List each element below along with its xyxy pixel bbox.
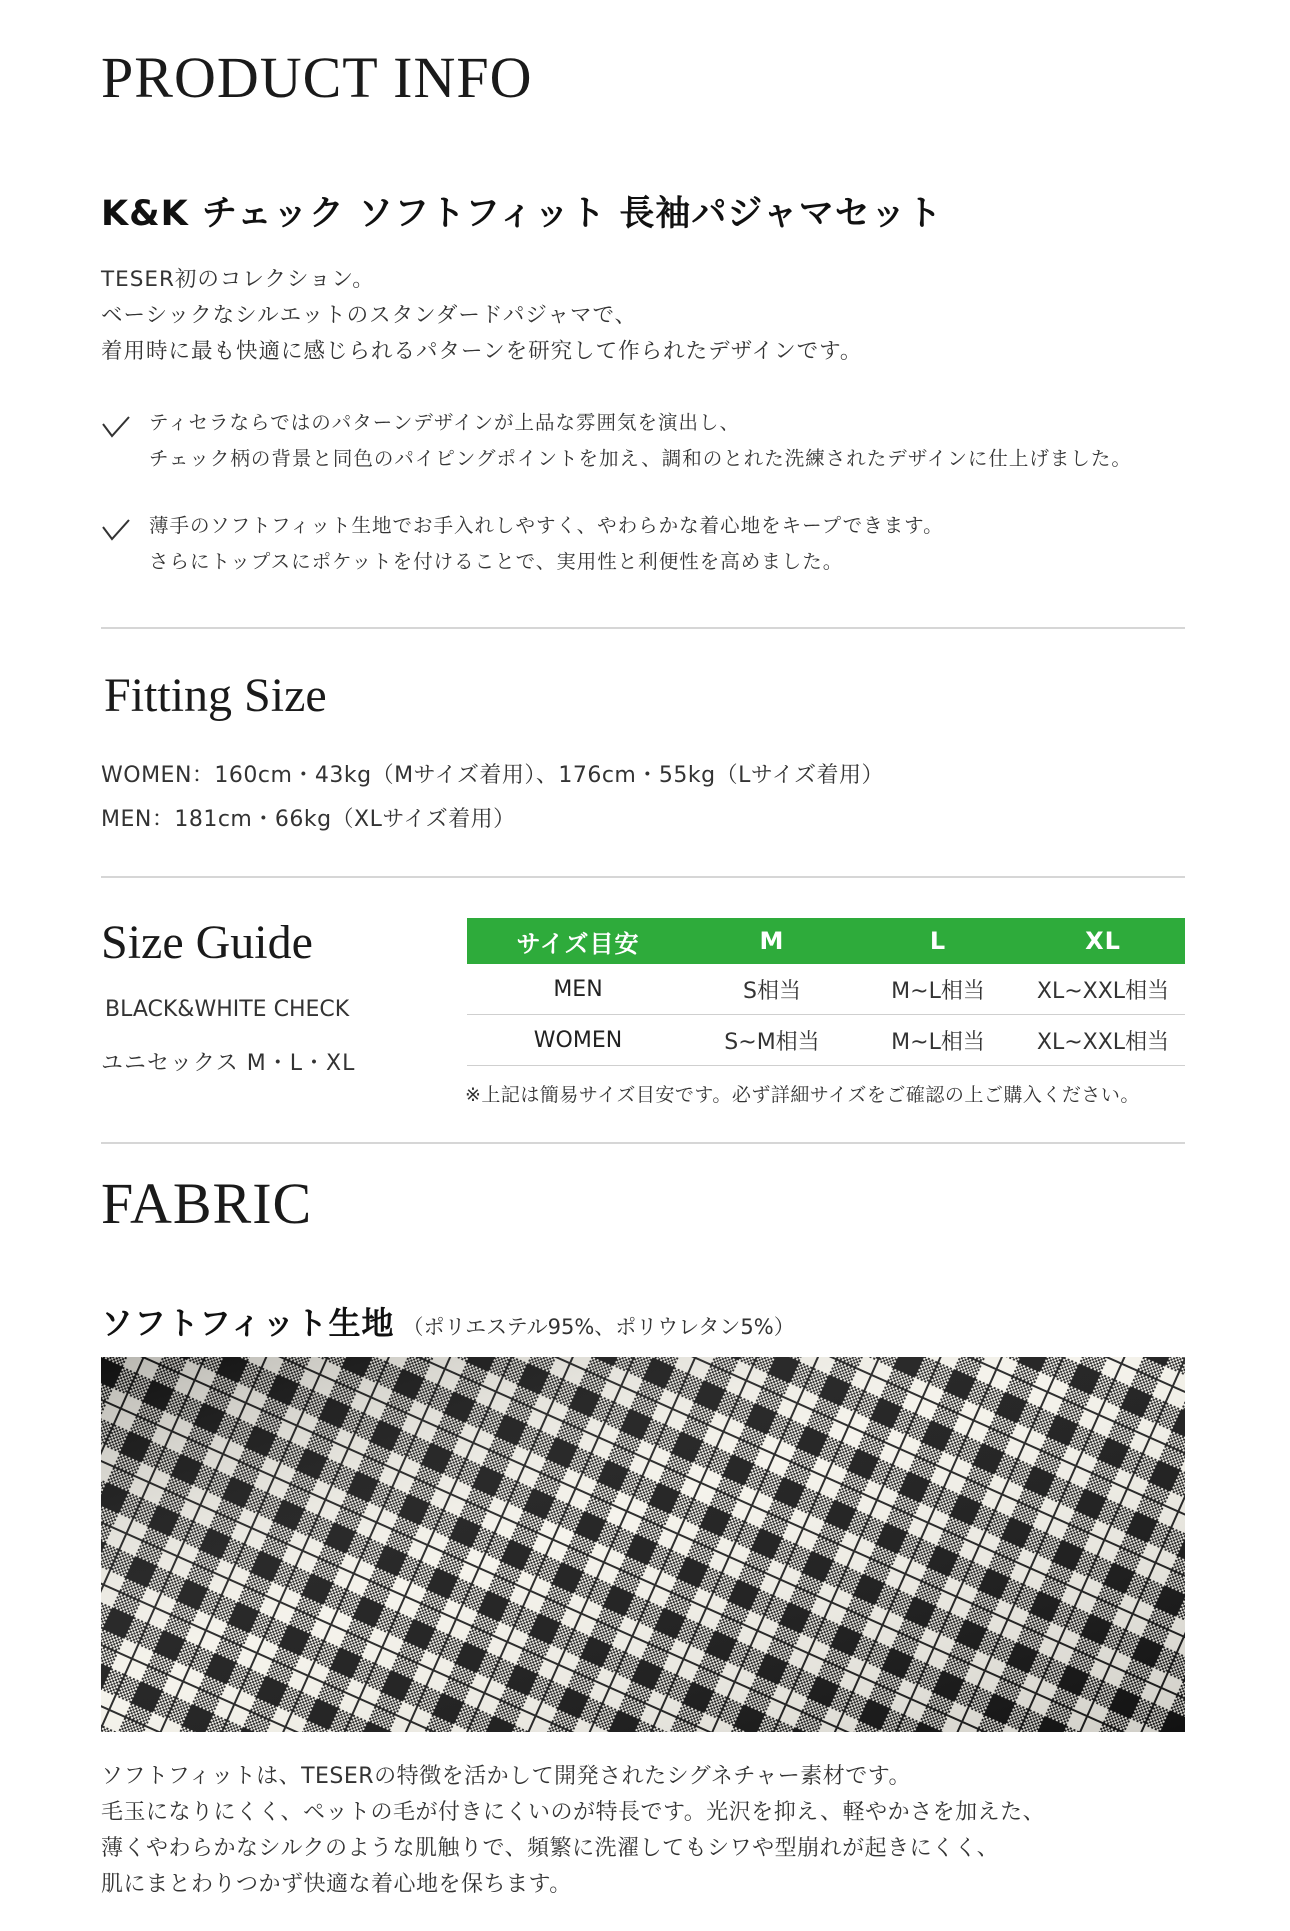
- fitting-size-info: [101, 754, 884, 842]
- section-divider: [101, 1142, 1185, 1144]
- fitting-size-heading: Fitting Size: [104, 669, 327, 722]
- size-note: ※上記は簡易サイズ目安です。必ず詳細サイズをご確認の上ご購入ください。: [465, 1084, 1140, 1106]
- table-row: [467, 964, 1185, 1015]
- fabric-heading: FABRIC: [101, 1171, 313, 1236]
- table-cell: XL~XXL相当: [1021, 964, 1185, 1015]
- feature-item: [101, 508, 944, 580]
- size-range: ユニセックス M・L・XL: [101, 1051, 356, 1076]
- intro-line: ベーシックなシルエットのスタンダードパジャマで、: [101, 303, 638, 328]
- row-label: MEN: [467, 964, 689, 1015]
- description-line: 肌にまとわりつかず快適な着心地を保ちます。: [101, 1872, 572, 1897]
- description-line: 薄くやわらかなシルクのような肌触りで、頻繁に洗濯してもシワや型崩れが起きにくく、: [101, 1836, 1000, 1861]
- fabric-composition: （ポリエステル95%、ポリウレタン5%）: [402, 1315, 795, 1339]
- size-table: [467, 918, 1185, 1066]
- header-cell: L: [855, 918, 1021, 964]
- header-cell: XL: [1021, 918, 1185, 964]
- fabric-photo: [101, 1357, 1185, 1732]
- section-divider: [101, 876, 1185, 878]
- size-table-header: [467, 918, 1185, 964]
- check-icon: [101, 415, 131, 439]
- row-label: WOMEN: [467, 1015, 689, 1066]
- size-guide-heading: Size Guide: [101, 916, 313, 969]
- table-row: [467, 1015, 1185, 1066]
- table-cell: S相当: [689, 964, 855, 1015]
- check-icon: [101, 518, 131, 542]
- product-intro: [101, 262, 862, 370]
- table-cell: XL~XXL相当: [1021, 1015, 1185, 1066]
- table-cell: M~L相当: [855, 1015, 1021, 1066]
- intro-line: 着用時に最も快適に感じられるパターンを研究して作られたデザインです。: [101, 339, 863, 364]
- product-info-heading: PRODUCT INFO: [101, 45, 533, 110]
- fabric-title: [101, 1298, 795, 1344]
- product-title: K&K チェック ソフトフィット 長袖パジャマセット: [101, 194, 943, 234]
- color-name: BLACK&WHITE CHECK: [105, 997, 350, 1022]
- fitting-line-men: MEN：181cm・66kg（XLサイズ着用）: [101, 807, 516, 832]
- feature-line: さらにトップスにポケットを付けることで、実用性と利便性を高めました。: [149, 550, 844, 573]
- gingham-pattern: [101, 1357, 1185, 1732]
- fabric-description: [101, 1759, 1045, 1903]
- feature-line: チェック柄の背景と同色のパイピングポイントを加え、調和のとれた洗練されたデザインに仕上げました。: [149, 447, 1132, 470]
- description-line: ソフトフィットは、TESERの特徴を活かして開発されたシグネチャー素材です。: [101, 1764, 911, 1789]
- feature-line: 薄手のソフトフィット生地でお手入れしやすく、やわらかな着心地をキープできます。: [149, 514, 944, 537]
- intro-line: TESER初のコレクション。: [101, 267, 375, 292]
- feature-item: [101, 405, 1132, 477]
- header-cell: M: [689, 918, 855, 964]
- description-line: 毛玉になりにくく、ペットの毛が付きにくいのが特長です。光沢を抑え、軽やかさを加えた、: [101, 1800, 1046, 1825]
- fitting-line-women: WOMEN：160cm・43kg（Mサイズ着用）、176cm・55kg（Lサイズ着用）: [101, 763, 885, 788]
- table-cell: M~L相当: [855, 964, 1021, 1015]
- header-cell: サイズ目安: [467, 918, 689, 964]
- fabric-name: ソフトフィット生地: [101, 1304, 395, 1342]
- table-cell: S~M相当: [689, 1015, 855, 1066]
- feature-line: ティセラならではのパターンデザインが上品な雰囲気を演出し、: [149, 411, 740, 434]
- section-divider: [101, 627, 1185, 629]
